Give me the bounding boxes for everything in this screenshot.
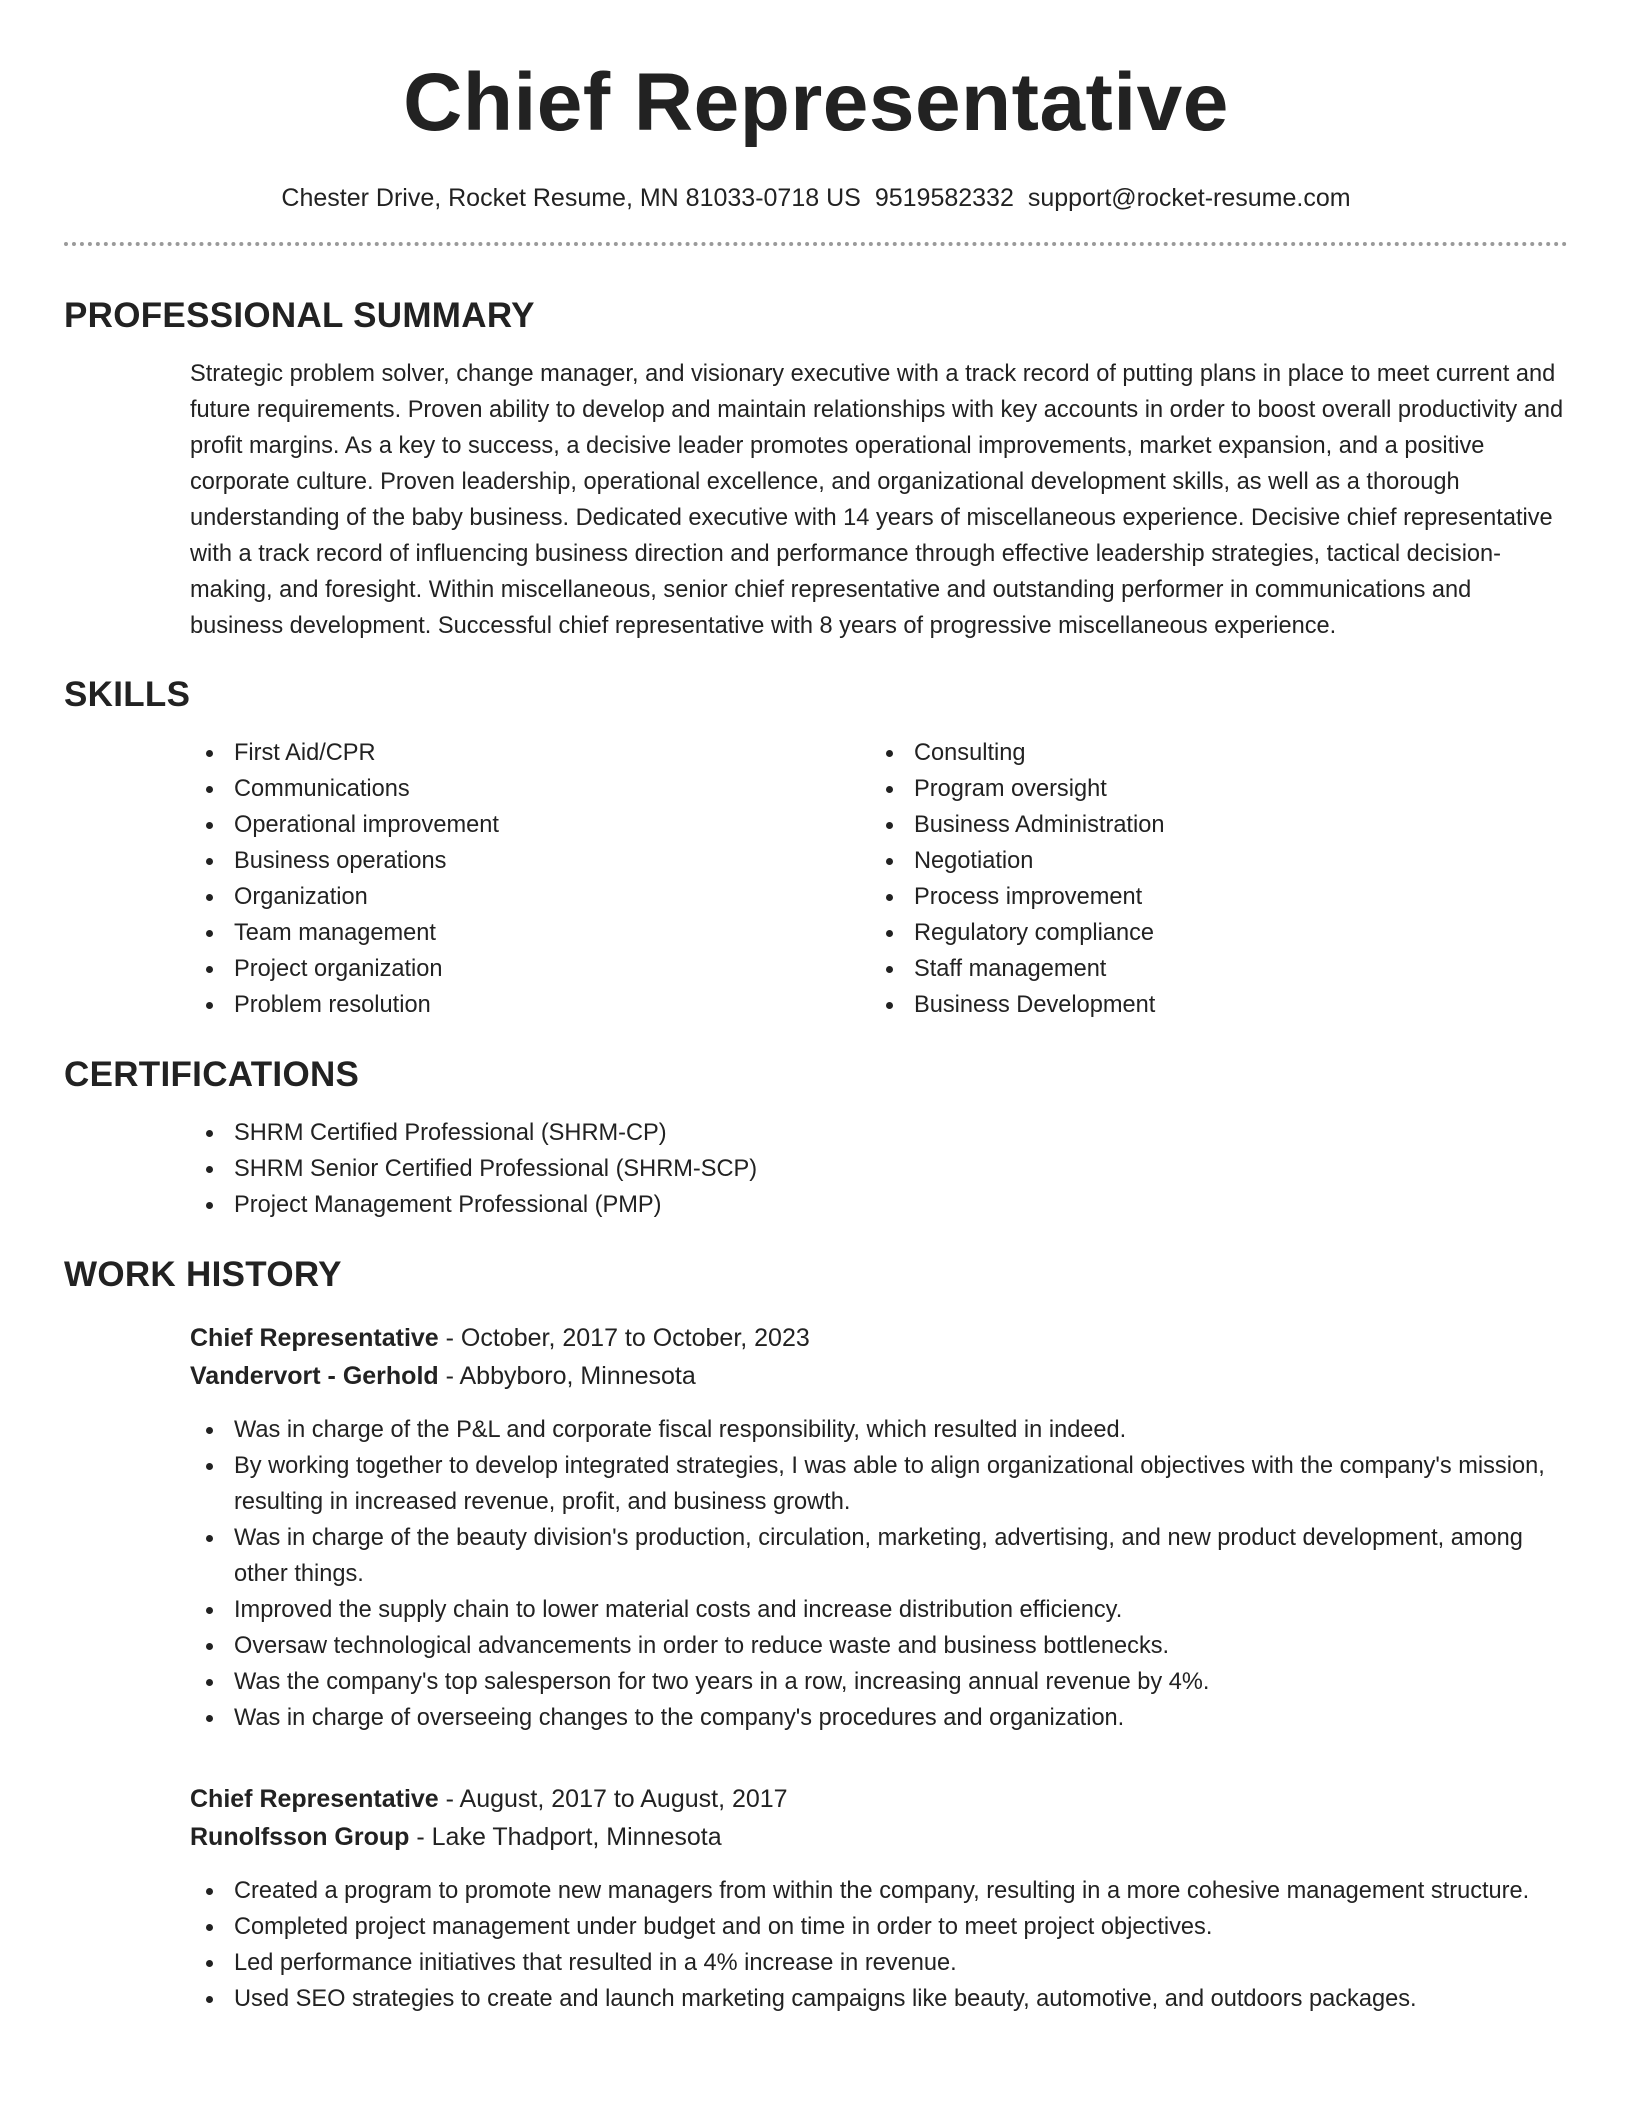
job-bullet: Was in charge of the P&L and corporate fiscal responsibility, which resulted in indeed. bbox=[190, 1412, 1568, 1448]
skills-list bbox=[190, 735, 1568, 1023]
skill-item: Organization bbox=[190, 879, 870, 915]
certification-item: Project Management Professional (PMP) bbox=[190, 1187, 1568, 1223]
job-title-line bbox=[190, 1780, 1568, 1818]
job-bullet: Created a program to promote new managers from within the company, resulting in a more cohesive management structure. bbox=[190, 1873, 1568, 1909]
skill-item: Regulatory compliance bbox=[870, 915, 1550, 951]
skill-item: Program oversight bbox=[870, 771, 1550, 807]
skill-item: Negotiation bbox=[870, 843, 1550, 879]
job-bullet: Was the company's top salesperson for two years in a row, increasing annual revenue by 4%. bbox=[190, 1664, 1568, 1700]
job-location: - Lake Thadport, Minnesota bbox=[409, 1823, 722, 1851]
job-company: Runolfsson Group bbox=[190, 1823, 410, 1851]
job-bullet: By working together to develop integrated strategies, I was able to align organizational objectives with the company's mission, resulting in increased revenue, profit, and business growth. bbox=[190, 1448, 1568, 1520]
job-company: Vandervort - Gerhold bbox=[190, 1362, 439, 1390]
skill-item: Team management bbox=[190, 915, 870, 951]
job-company-line bbox=[190, 1357, 1568, 1395]
skill-item: Business Administration bbox=[870, 807, 1550, 843]
skills-column-left bbox=[190, 735, 870, 1023]
job-entry bbox=[190, 1319, 1568, 1736]
header-divider bbox=[64, 242, 1568, 246]
skill-item: Communications bbox=[190, 771, 870, 807]
skill-item: Operational improvement bbox=[190, 807, 870, 843]
candidate-name: Chief Representative bbox=[403, 57, 1229, 148]
job-bullet: Used SEO strategies to create and launch marketing campaigns like beauty, automotive, and outdoors packages. bbox=[190, 1981, 1568, 2017]
skills-column-right bbox=[870, 735, 1550, 1023]
job-bullet: Completed project management under budget and on time in order to meet project objectives. bbox=[190, 1909, 1568, 1945]
skill-item: Business Development bbox=[870, 987, 1550, 1023]
skill-item: Process improvement bbox=[870, 879, 1550, 915]
certification-item: SHRM Senior Certified Professional (SHRM-SCP) bbox=[190, 1151, 1568, 1187]
contact-line bbox=[64, 184, 1568, 213]
job-company-line bbox=[190, 1818, 1568, 1856]
phone: 9519582332 bbox=[874, 184, 1014, 212]
skill-item: Consulting bbox=[870, 735, 1550, 771]
certification-item: SHRM Certified Professional (SHRM-CP) bbox=[190, 1115, 1568, 1151]
job-role: Chief Representative bbox=[190, 1785, 439, 1813]
skill-item: First Aid/CPR bbox=[190, 735, 870, 771]
job-bullets bbox=[190, 1412, 1568, 1736]
skill-item: Project organization bbox=[190, 951, 870, 987]
skill-item: Business operations bbox=[190, 843, 870, 879]
job-role: Chief Representative bbox=[190, 1324, 439, 1352]
address: Chester Drive, Rocket Resume, MN 81033-0718 US bbox=[281, 184, 861, 212]
certifications-list bbox=[190, 1115, 1568, 1223]
job-bullets bbox=[190, 1873, 1568, 2017]
job-bullet: Was in charge of the beauty division's production, circulation, marketing, advertising, and new product development, among other things. bbox=[190, 1520, 1568, 1592]
job-title-line bbox=[190, 1319, 1568, 1357]
certifications-heading: CERTIFICATIONS bbox=[64, 1055, 360, 1094]
summary-text: Strategic problem solver, change manager, and visionary executive with a track record of putting plans in place to meet current and future requirements. Proven ability to develop and maintain relationships with key accounts in order to boost overall productivity and profit margins. As a key to success, a decisive leader promotes operational improvements, market expansion, and a positive corporate culture. Proven leadership, operational excellence, and organizational development skills, as well as a thorough understanding of the baby business. Dedicated executive with 14 years of miscellaneous experience. Decisive chief representative with a track record of influencing business direction and performance through effective leadership strategies, tactical decision-making, and foresight. Within miscellaneous, senior chief representative and outstanding performer in communications and business development. Successful chief representative with 8 years of progressive miscellaneous experience. bbox=[190, 361, 1564, 639]
job-dates: - August, 2017 to August, 2017 bbox=[438, 1785, 788, 1813]
skills-heading: SKILLS bbox=[64, 675, 191, 714]
skill-item: Staff management bbox=[870, 951, 1550, 987]
email: support@rocket-resume.com bbox=[1027, 184, 1351, 212]
job-location: - Abbyboro, Minnesota bbox=[438, 1362, 696, 1390]
job-bullet: Was in charge of overseeing changes to the company's procedures and organization. bbox=[190, 1700, 1568, 1736]
job-bullet: Oversaw technological advancements in order to reduce waste and business bottlenecks. bbox=[190, 1628, 1568, 1664]
job-dates: - October, 2017 to October, 2023 bbox=[438, 1324, 810, 1352]
job-bullet: Improved the supply chain to lower material costs and increase distribution efficiency. bbox=[190, 1592, 1568, 1628]
job-bullet: Led performance initiatives that resulted in a 4% increase in revenue. bbox=[190, 1945, 1568, 1981]
work-history-heading: WORK HISTORY bbox=[64, 1255, 342, 1294]
job-entry bbox=[190, 1780, 1568, 2017]
summary-heading: PROFESSIONAL SUMMARY bbox=[64, 296, 535, 335]
skill-item: Problem resolution bbox=[190, 987, 870, 1023]
